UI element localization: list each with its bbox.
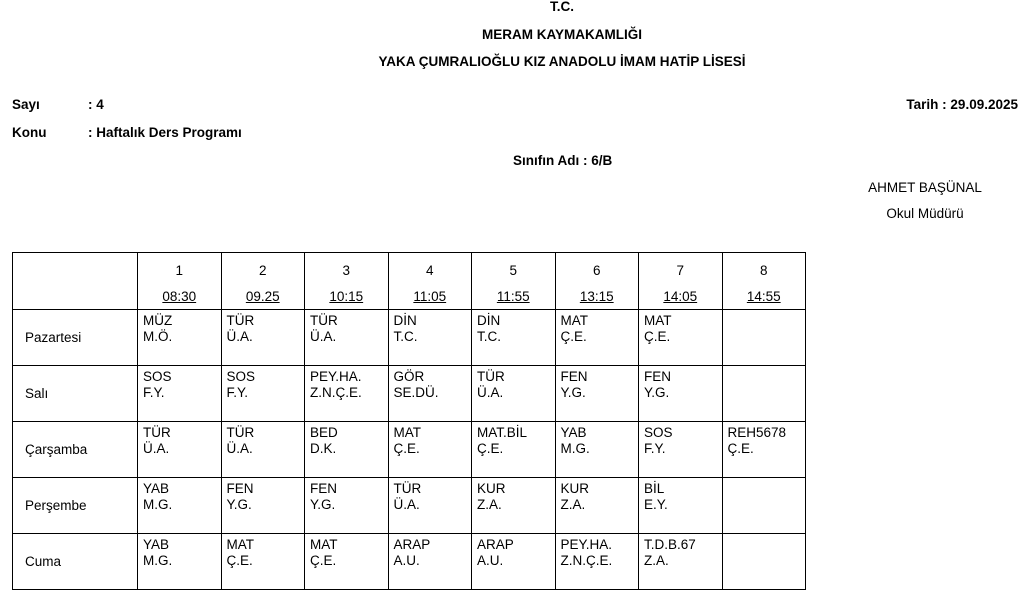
period-time: 14:05 [663, 289, 698, 304]
teacher-initials: Z.A. [644, 553, 669, 568]
course-code: SOS [143, 369, 172, 384]
lesson-cell [305, 422, 389, 478]
teacher-initials: Ü.A. [143, 441, 170, 456]
lesson-cell [388, 366, 472, 422]
teacher-initials: Ç.E. [393, 441, 420, 456]
lesson-cell [555, 366, 639, 422]
period-header [138, 253, 222, 310]
course-code: FEN [226, 481, 254, 496]
lesson-cell [555, 534, 639, 590]
day-name: Perşembe [13, 478, 138, 534]
period-header [221, 253, 305, 310]
teacher-initials: Ç.E. [644, 329, 671, 344]
teacher-initials: M.Ö. [143, 329, 173, 344]
schedule-body [13, 253, 806, 590]
course-code: SOS [226, 369, 256, 384]
day-row [13, 310, 806, 366]
course-code: TÜR [143, 425, 171, 440]
teacher-initials: Ü.A. [393, 497, 420, 512]
lesson-cell [639, 534, 723, 590]
lesson-cell [722, 478, 806, 534]
period-time: 11:05 [413, 289, 447, 304]
course-code: TÜR [393, 481, 422, 496]
day-name: Çarşamba [13, 422, 138, 478]
period-number: 3 [342, 263, 350, 278]
day-name: Salı [13, 366, 138, 422]
teacher-initials: E.Y. [644, 497, 668, 512]
lesson-cell [305, 310, 389, 366]
course-code: MÜZ [143, 313, 173, 328]
teacher-initials: Ç.E. [727, 441, 754, 456]
teacher-initials: M.G. [560, 441, 590, 456]
course-code: PEY.HA. [310, 369, 362, 384]
period-header [472, 253, 556, 310]
course-code: BED [310, 425, 338, 440]
period-number: 1 [175, 263, 183, 278]
lesson-cell [221, 366, 305, 422]
teacher-initials: Y.G. [310, 497, 336, 512]
teacher-initials: Ü.A. [226, 329, 253, 344]
course-code: BİL [644, 481, 665, 496]
lesson-cell [472, 534, 556, 590]
teacher-initials: F.Y. [226, 385, 249, 400]
teacher-initials: Ü.A. [310, 329, 337, 344]
lesson-cell [138, 422, 222, 478]
teacher-initials: D.K. [310, 441, 337, 456]
corner-cell [13, 253, 138, 310]
period-time: 11:55 [496, 289, 530, 304]
course-code: FEN [560, 369, 588, 384]
period-time: 08:30 [162, 289, 197, 304]
lesson-cell [722, 422, 806, 478]
date-text: Tarih : 29.09.2025 [906, 97, 1018, 112]
course-code: MAT [560, 313, 588, 328]
course-code: TÜR [310, 313, 338, 328]
day-row [13, 366, 806, 422]
lesson-cell [138, 478, 222, 534]
lesson-cell [472, 478, 556, 534]
day-row [13, 422, 806, 478]
weekly-schedule-table [12, 252, 806, 590]
lesson-cell [221, 534, 305, 590]
teacher-initials: M.G. [143, 497, 173, 512]
period-header [722, 253, 806, 310]
teacher-initials: F.Y. [644, 441, 666, 456]
course-code: TÜR [477, 369, 505, 384]
period-header [639, 253, 723, 310]
teacher-initials: Ç.E. [310, 553, 337, 568]
teacher-initials: SE.DÜ. [393, 385, 439, 400]
teacher-initials: Ç.E. [560, 329, 587, 344]
period-number: 7 [676, 263, 684, 278]
teacher-initials: Ü.A. [226, 441, 253, 456]
header-kaymakamlik: MERAM KAYMAKAMLIĞI [482, 27, 642, 42]
course-code: TÜR [226, 313, 255, 328]
lesson-cell [639, 310, 723, 366]
course-code: MAT [310, 537, 338, 552]
lesson-cell [388, 534, 472, 590]
course-code: YAB [560, 425, 587, 440]
course-code: KUR [560, 481, 590, 496]
header-tc: T.C. [549, 0, 574, 14]
lesson-cell [138, 534, 222, 590]
day-name: Cuma [13, 534, 138, 590]
period-header [555, 253, 639, 310]
lesson-cell [555, 478, 639, 534]
period-number: 2 [258, 263, 267, 278]
principal-name: AHMET BAŞÜNAL [868, 180, 982, 195]
class-name: Sınıfın Adı : 6/B [513, 153, 613, 168]
day-row [13, 534, 806, 590]
teacher-initials: Z.N.Ç.E. [560, 553, 613, 568]
teacher-initials: Y.G. [560, 385, 586, 400]
course-code: YAB [143, 537, 170, 552]
course-code: YAB [143, 481, 170, 496]
lesson-cell [639, 478, 723, 534]
lesson-cell [722, 534, 806, 590]
sayi-value: : 4 [88, 97, 104, 112]
teacher-initials: M.G. [143, 553, 173, 568]
course-code: FEN [644, 369, 671, 384]
lesson-cell [138, 310, 222, 366]
lesson-cell [388, 478, 472, 534]
day-row [13, 478, 806, 534]
course-code: MAT [644, 313, 672, 328]
teacher-initials: Ü.A. [477, 385, 504, 400]
lesson-cell [472, 310, 556, 366]
teacher-initials: Z.A. [560, 497, 586, 512]
period-time: 10:15 [329, 289, 364, 304]
period-time: 14:55 [746, 289, 781, 304]
course-code: ARAP [393, 537, 431, 552]
principal-title: Okul Müdürü [886, 206, 964, 221]
teacher-initials: F.Y. [143, 385, 165, 400]
course-code: DİN [477, 313, 501, 328]
lesson-cell [555, 310, 639, 366]
lesson-cell [305, 534, 389, 590]
lesson-cell [722, 366, 806, 422]
day-name: Pazartesi [13, 310, 138, 366]
course-code: PEY.HA. [560, 537, 613, 552]
lesson-cell [639, 422, 723, 478]
lesson-cell [639, 366, 723, 422]
period-number: 4 [425, 263, 434, 278]
teacher-initials: Y.G. [226, 497, 252, 512]
teacher-initials: A.U. [393, 553, 420, 568]
teacher-initials: Z.N.Ç.E. [310, 385, 362, 400]
lesson-cell [221, 422, 305, 478]
course-code: ARAP [477, 537, 514, 552]
period-number: 6 [592, 263, 601, 278]
course-code: GÖR [393, 369, 425, 384]
course-code: SOS [644, 425, 673, 440]
course-code: TÜR [226, 425, 255, 440]
period-time: 13:15 [579, 289, 614, 304]
period-header-row [13, 253, 806, 310]
period-header [388, 253, 472, 310]
course-code: MAT.BİL [477, 425, 528, 440]
course-code: MAT [226, 537, 254, 552]
course-code: MAT [393, 425, 421, 440]
lesson-cell [722, 310, 806, 366]
lesson-cell [472, 366, 556, 422]
teacher-initials: Y.G. [644, 385, 670, 400]
lesson-cell [221, 310, 305, 366]
course-code: KUR [477, 481, 506, 496]
course-code: T.D.B.67 [644, 537, 696, 552]
lesson-cell [472, 422, 556, 478]
lesson-cell [555, 422, 639, 478]
lesson-cell [388, 310, 472, 366]
period-number: 8 [759, 263, 768, 278]
lesson-cell [388, 422, 472, 478]
lesson-cell [221, 478, 305, 534]
teacher-initials: Z.A. [477, 497, 502, 512]
konu-label: Konu [12, 125, 47, 140]
teacher-initials: A.U. [477, 553, 504, 568]
teacher-initials: T.C. [393, 329, 418, 344]
period-header [305, 253, 389, 310]
teacher-initials: Ç.E. [477, 441, 504, 456]
lesson-cell [138, 366, 222, 422]
course-code: REH5678 [727, 425, 787, 440]
lesson-cell [305, 478, 389, 534]
header-school-name: YAKA ÇUMRALIOĞLU KIZ ANADOLU İMAM HATİP LİSESİ [378, 54, 746, 69]
sayi-label: Sayı [12, 97, 40, 112]
period-time: 09.25 [245, 289, 280, 304]
konu-value: : Haftalık Ders Programı [88, 125, 242, 140]
course-code: DİN [393, 313, 417, 328]
teacher-initials: T.C. [477, 329, 502, 344]
lesson-cell [305, 366, 389, 422]
period-number: 5 [509, 263, 517, 278]
teacher-initials: Ç.E. [226, 553, 253, 568]
course-code: FEN [310, 481, 337, 496]
